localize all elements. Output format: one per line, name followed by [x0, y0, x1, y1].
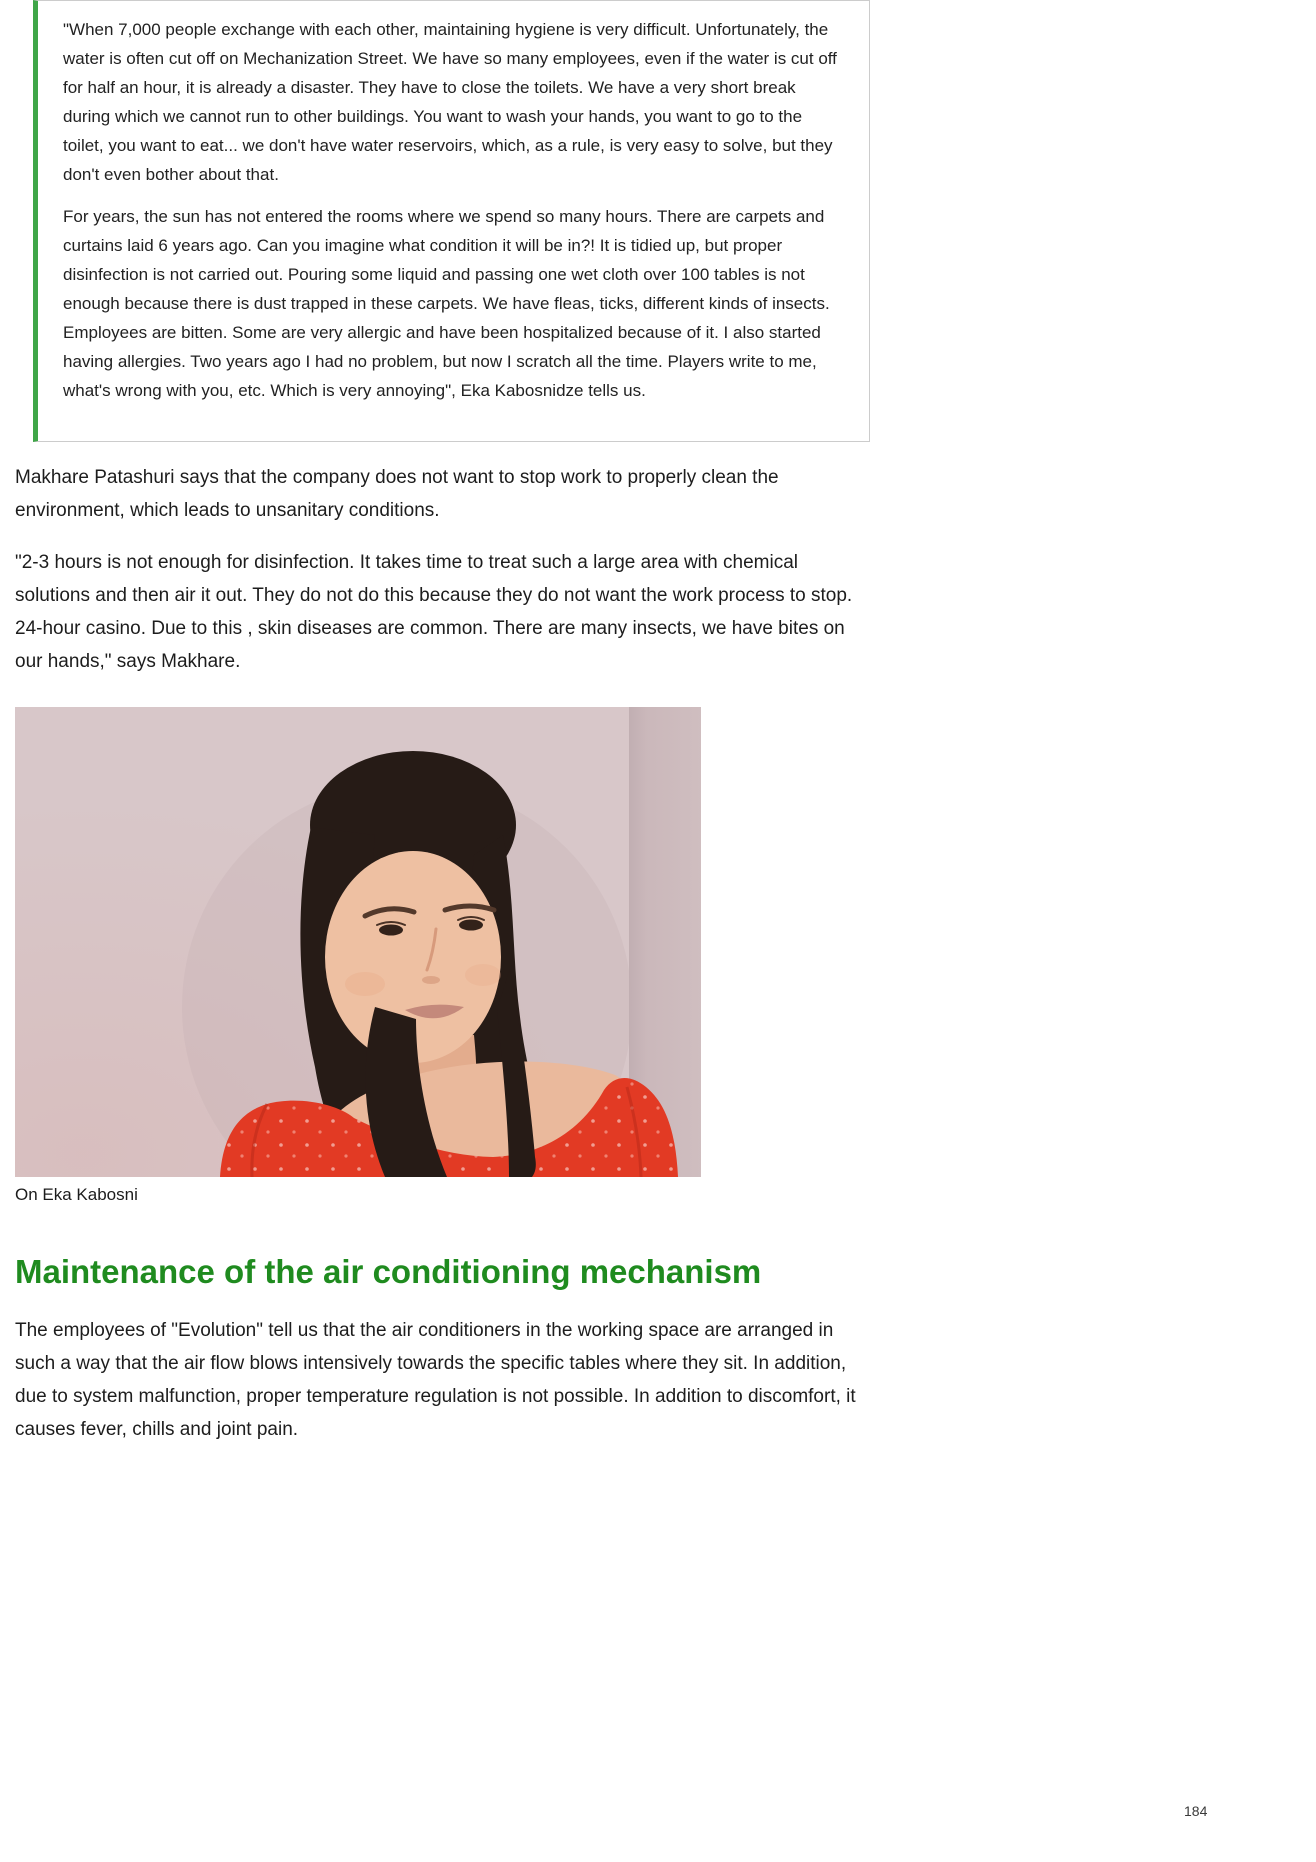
quote-paragraph-1: "When 7,000 people exchange with each other, maintaining hygiene is very difficult. Unfortunately, the water is often cut off on Mechanization Street. We have so many employees, even if the water is cut off for half an hour, it is already a disaster. They have to close the toilets. We have a very short break during which we cannot run to other buildings. You want to wash your hands, you want to go to the toilet, you want to eat... we don't have water reservoirs, which, as a rule, is very easy to solve, but they don't even bother about that. — [63, 20, 837, 184]
quote-paragraph-2: For years, the sun has not entered the rooms where we spend so many hours. There are carpets and curtains laid 6 years ago. Can you imagine what condition it will be in?! It is tidied up, but proper disinfection is not carried out. Pouring some liquid and passing one wet cloth over 100 tables is not enough because there is dust trapped in these carpets. We have fleas, ticks, different kinds of insects. Employees are bitten. Some are very allergic and have been hospitalized because of it. I also started having allergies. Two years ago I had no problem, but now I scratch all the time. Players write to me, what's wrong with you, etc. Which is very annoying", Eka Kabosnidze tells us. — [63, 207, 830, 400]
body-paragraph-3: The employees of "Evolution" tell us that the air conditioners in the working space are arranged in such a way that the air flow blows intensively towards the specific tables where they sit. In addition, due to system malfunction, proper temperature regulation is not possible. In addition to discomfort, it causes fever, chills and joint pain. — [15, 1320, 856, 1440]
portrait-photo — [15, 707, 701, 1177]
photo-caption: On Eka Kabosni — [15, 1185, 138, 1204]
quote-box — [33, 0, 870, 442]
body-paragraph-1: Makhare Patashuri says that the company does not want to stop work to properly clean the environment, which leads to unsanitary conditions. — [15, 467, 779, 521]
page-number: 184 — [1184, 1803, 1208, 1819]
section-heading: Maintenance of the air conditioning mechanism — [15, 1253, 762, 1290]
portrait-figure — [15, 707, 701, 1206]
body-paragraph-2: "2-3 hours is not enough for disinfection. It takes time to treat such a large area with chemical solutions and then air it out. They do not do this because they do not want the work process to stop. 24-hour casino. Due to this , skin diseases are common. There are many insects, we have bites on our hands," says Makhare. — [15, 552, 853, 672]
